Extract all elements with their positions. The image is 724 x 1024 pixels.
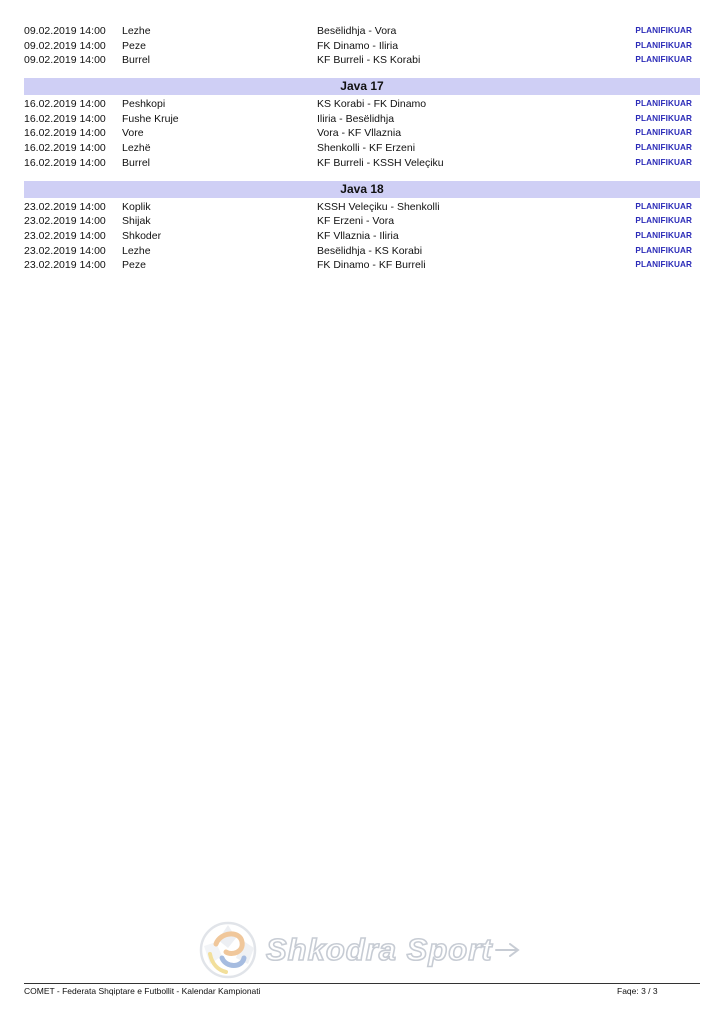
match-venue: Peshkopi [122,98,166,111]
match-date: 23.02.2019 14:00 [24,244,106,257]
watermark-text: Shkodra Sport [266,932,493,967]
match-status: PLANIFIKUAR [635,113,692,123]
match-date: 23.02.2019 14:00 [24,259,106,272]
match-status: PLANIFIKUAR [635,143,692,153]
match-date: 23.02.2019 14:00 [24,200,106,213]
match-row [24,244,700,259]
match-date: 09.02.2019 14:00 [24,54,106,67]
match-status: PLANIFIKUAR [635,245,692,255]
match-date: 16.02.2019 14:00 [24,112,106,125]
swoosh-icon [496,944,518,956]
match-venue: Peze [122,259,146,272]
match-status: PLANIFIKUAR [635,201,692,211]
match-status: PLANIFIKUAR [635,26,692,35]
match-row [24,112,700,127]
match-schedule [24,24,700,273]
week-group [24,78,700,170]
match-row [24,53,700,68]
match-venue: Peze [122,39,146,52]
match-venue: Shijak [122,215,151,228]
match-status: PLANIFIKUAR [635,55,692,65]
match-teams: Besëlidhja - KS Korabi [317,244,423,257]
match-row [24,39,700,54]
match-row [24,126,700,141]
match-teams: FK Dinamo - KF Burreli [317,259,426,272]
match-venue: Burrel [122,54,151,67]
match-venue: Burrel [122,156,151,169]
week-header: Java 18 [24,181,700,198]
match-status: PLANIFIKUAR [635,230,692,240]
match-status: PLANIFIKUAR [635,260,692,270]
shkodra-sport-watermark [196,918,526,982]
match-date: 23.02.2019 14:00 [24,229,106,242]
match-teams: Iliria - Besëlidhja [317,112,395,125]
match-teams: FK Dinamo - Iliria [317,39,399,52]
match-status: PLANIFIKUAR [635,40,692,50]
match-venue: Vore [122,127,144,140]
match-row [24,200,700,215]
match-status: PLANIFIKUAR [635,99,692,109]
match-venue: Koplik [122,200,151,213]
match-row [24,229,700,244]
match-teams: KF Burreli - KS Korabi [317,54,421,67]
week-group [24,181,700,273]
match-row [24,156,700,171]
match-status: PLANIFIKUAR [635,216,692,226]
match-teams: KSSH Veleçiku - Shenkolli [317,200,440,213]
footer-source: COMET - Federata Shqiptare e Futbollit - Kalendar Kampionati [24,986,261,996]
match-venue: Lezhë [122,142,151,155]
match-teams: KF Erzeni - Vora [317,215,395,228]
match-venue: Lezhe [122,25,151,37]
match-teams: KF Vllaznia - Iliria [317,229,399,242]
match-teams: Besëlidhja - Vora [317,25,397,37]
ball-logo-icon [201,923,255,977]
match-status: PLANIFIKUAR [635,157,692,167]
match-row [24,258,700,273]
page-number: Faqe: 3 / 3 [617,986,658,996]
week-group [24,24,700,68]
match-status: PLANIFIKUAR [635,128,692,138]
match-venue: Shkoder [122,229,162,242]
match-row [24,141,700,156]
match-teams: Vora - KF Vllaznia [317,127,402,140]
match-row [24,214,700,229]
match-row [24,24,700,39]
shkodra-sport-logo-icon [196,918,526,982]
match-venue: Fushe Kruje [122,112,179,125]
match-date: 09.02.2019 14:00 [24,39,106,52]
match-teams: KS Korabi - FK Dinamo [317,98,427,111]
week-header: Java 17 [24,78,700,95]
match-date: 23.02.2019 14:00 [24,215,106,228]
match-venue: Lezhe [122,244,151,257]
match-teams: Shenkolli - KF Erzeni [317,142,416,155]
match-teams: KF Burreli - KSSH Veleçiku [317,156,444,169]
footer-divider [24,983,700,984]
match-date: 16.02.2019 14:00 [24,127,106,140]
match-date: 09.02.2019 14:00 [24,25,106,37]
match-date: 16.02.2019 14:00 [24,142,106,155]
match-date: 16.02.2019 14:00 [24,156,106,169]
match-date: 16.02.2019 14:00 [24,98,106,111]
match-row [24,97,700,112]
